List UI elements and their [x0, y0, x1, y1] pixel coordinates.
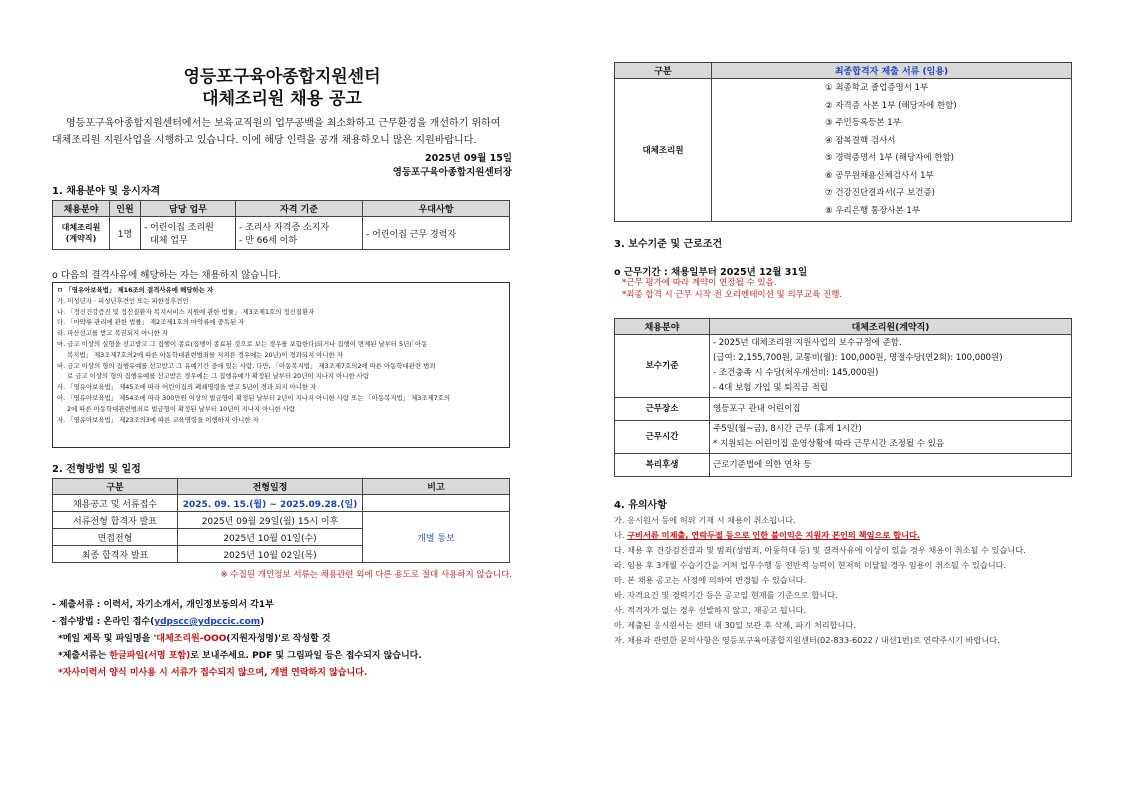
list-item: 라. 임용 후 3개월 수습기간을 거쳐 업무수행 등 전반적 능력이 현저히 미달될 경우 임용이 취소될 수 있습니다. [614, 560, 1007, 570]
cell-remark [363, 495, 510, 512]
list-item: 바. 자격요건 및 경력기간 등은 공고일 현재를 기준으로 합니다. [614, 590, 838, 600]
pay-line: - 2025년 대체조리원 지원사업의 보수규정에 준함. [713, 338, 902, 348]
section1-title: 1. 채용분야 및 응시자격 [52, 186, 161, 197]
list-item: ⑤ 경력증명서 1부 (해당자에 한함) [825, 153, 955, 163]
list-item: 로 금고 이상의 형의 집행유예를 선고받은 경우에는 그 집행유예가 확정된 날부터 20년이 지나지 아니한 사람 [67, 372, 370, 381]
cell-place: 영등포구 관내 어린이집 [710, 398, 1072, 421]
list-item: 마. 금고 이상의 실형을 선고받고 그 집행이 종료(집행이 종료된 것으로 보는 경우를 포함한다)되거나 집행이 면제된 날부터 5년(「아동 [57, 339, 428, 348]
list-item: 사. 적격자가 없는 경우 선발하지 않고, 재공고 됩니다. [614, 605, 807, 615]
cell-welfare-label: 복리후생 [615, 454, 710, 477]
duty-line: - 어린이집 조리원 [144, 223, 214, 233]
th-field: 채용분야 [615, 319, 710, 335]
list-item: 마. 본 채용 공고는 사정에 의하여 변경될 수 있습니다. [614, 575, 807, 585]
cell-stage: 최종 합격자 발표 [53, 546, 178, 563]
list-item: 라. 파산선고를 받고 복권되지 아니한 자 [57, 329, 168, 338]
signer: 영등포구육아종합지원센터장 [392, 167, 512, 178]
list-item: ⑧ 우리은행 통장사본 1부 [825, 205, 921, 216]
org-title: 영등포구육아종합지원센터 [183, 67, 381, 87]
cell-field: 대체조리원 (계약직) [53, 217, 110, 250]
orientation-note: *최종 합격 시 근무 시작 전 오리엔테이션 및 의무교육 진행. [622, 290, 843, 300]
list-item: 다. 채용 후 건강검진결과 및 범죄(성범죄, 아동학대 등) 및 결격사유에 이상이 있을 경우 채용이 취소될 수 있습니다. [614, 545, 1026, 555]
list-item: 바. 금고 이상의 형의 집행유예를 선고받고 그 유예기간 중에 있는 사람. 다만, 「아동복지법」 제3조제7호의2에 따른 아동학대관련 범죄 [57, 361, 436, 370]
submit-docs: - 제출서류 : 이력서, 자기소개서, 개인정보동의서 각1부 [52, 600, 274, 610]
table-row [53, 512, 510, 529]
hours-line: * 지원되는 어린이집 운영상황에 따라 근무시간 조정될 수 있음 [713, 439, 945, 449]
cell-pay [710, 335, 1072, 398]
cell-pref: - 어린이집 근무 경력자 [363, 217, 510, 250]
announce-date: 2025년 09월 15일 [424, 153, 512, 164]
pay-line: (급여: 2,155,700원, 교통비(월): 100,000원, 명절수당(연2회): 100,000원) [713, 353, 1003, 363]
cell-schedule: 2025. 09. 15.(월) ~ 2025.09.28.(일) [178, 495, 363, 512]
final-docs-table [614, 62, 1072, 222]
mail-red: 대체조리원-OOO [156, 634, 227, 644]
disqualification-note: o 다음의 결격사유에 해당하는 자는 채용하지 않습니다. [52, 270, 281, 281]
list-item [614, 530, 1074, 541]
mail-prefix: *메일 제목 및 파일명을 ' [58, 634, 157, 644]
cell-stage: 서류전형 합격자 발표 [53, 512, 178, 529]
cell-stage: 면접전형 [53, 529, 178, 546]
cell-duty [141, 217, 236, 250]
list-item: 복지법」 제3조제7호의2에 따른 아동학대관련범죄를 저지른 경우에는 20년)이 경과되지 아니한 자 [67, 350, 343, 359]
conditions-table [614, 318, 1072, 477]
section2-title: 2. 전형방법 및 일정 [52, 464, 141, 475]
method-suffix: ) [260, 617, 265, 627]
th-category: 구분 [615, 63, 712, 79]
th-count: 인원 [110, 201, 141, 217]
work-period: o 근무기간 : 채용일부터 2025년 12월 31일 [614, 267, 808, 278]
docs-list [712, 79, 1072, 222]
schedule-table [52, 478, 510, 563]
th-pref: 우대사항 [363, 201, 510, 217]
list-item: 나. 「정신건강증진 및 정신질환자 복지서비스 지원에 관한 법률」 제3조제1호의 정신질환자 [57, 307, 315, 316]
mail-suffix: (지원자성명)'로 작성할 것 [226, 634, 331, 644]
list-item: 다. 「마약류 관리에 관한 법률」 제2조제1호의 마약류에 중독된 자 [57, 318, 245, 327]
cell-place-label: 근무장소 [615, 398, 710, 421]
list-item: ④ 잠복결핵 검사서 [825, 135, 896, 146]
pay-line: - 조건충족 시 수당(처우개선비: 145,000원) [713, 368, 879, 378]
table-row [53, 217, 510, 250]
th-schedule: 전형일정 [178, 479, 363, 495]
qual-line: - 조리사 자격증 소지자 [239, 223, 330, 233]
cell-pay-label: 보수기준 [615, 335, 710, 398]
section3-title: 3. 보수기준 및 근로조건 [614, 239, 723, 250]
cell-count: 1명 [110, 217, 141, 250]
table-row [615, 335, 1072, 398]
item-prefix: 나. [614, 530, 628, 540]
file-red: 한글파일(서명 포함) [109, 651, 191, 661]
th-remark: 비고 [363, 479, 510, 495]
list-item: 가. 응시원서 등에 허위 기재 시 채용이 취소됩니다. [614, 515, 796, 525]
list-item: 2에 따른 아동학대관련범죄로 벌금형이 확정된 날부터 10년이 지나지 아니한 사람 [67, 404, 296, 413]
list-item: ③ 주민등록등본 1부 [825, 118, 901, 128]
cell-hours-label: 근무시간 [615, 421, 710, 454]
disqualification-box [52, 282, 510, 448]
th-duty: 담당 업무 [141, 201, 236, 217]
intro-line: 영등포구육아종합지원센터에서는 보육교직원의 업무공백을 최소화하고 근무환경을 개선하기 위하여 [66, 118, 501, 129]
disq-head: ㅁ 「영유아보육법」 제16조의 결격사유에 해당하는 자 [57, 286, 214, 294]
cell-schedule: 2025년 09월 29일(월) 15시 이후 [178, 512, 363, 529]
list-item: ② 자격증 사본 1부 (해당자에 한함) [825, 100, 957, 111]
section4-title: 4. 유의사항 [614, 500, 667, 511]
intro-text [52, 115, 512, 149]
privacy-note: ※ 수집된 개인정보 서류는 채용관련 외에 다른 용도로 절대 사용하지 않습니다. [220, 570, 512, 580]
pay-line: - 4대 보험 가입 및 퇴직금 적립 [713, 383, 829, 393]
list-item: 사. 「영유아보육법」 제45조에 따라 어린이집의 폐쇄명령을 받고 5년이 경과 되지 아니한 자 [57, 383, 317, 392]
duty-line: 대체 업무 [150, 236, 188, 246]
table-row [53, 495, 510, 512]
table-row [615, 79, 1072, 222]
list-item: 아. 「영유아보육법」 제54조에 따라 300만원 이상의 벌금형이 확정된 날부터 2년이 지나지 아니한 사람 또는 「아동복지법」 제3조제7호의 [57, 393, 451, 402]
cell-schedule: 2025년 10월 02일(목) [178, 546, 363, 563]
table-row [615, 454, 1072, 477]
list-item: 자. 「영유아보육법」 제23조의3에 따른 교육명령을 이행하지 아니한 자 [57, 415, 259, 424]
hours-line: 주5일(월~금), 8시간 근무 (휴게 1시간) [713, 424, 862, 434]
list-item: 가. 미성년자 · 피성년후견인 또는 피한정후견인 [57, 296, 189, 305]
table-row [615, 398, 1072, 421]
extension-note: *근무 평가에 따라 계약이 연장될 수 있음. [622, 278, 777, 288]
th-final-docs: 최종합격자 제출 서류 (임용) [712, 63, 1072, 79]
email-link[interactable]: ydpscc@ydpccic.com [154, 617, 261, 627]
table-row [615, 421, 1072, 454]
file-prefix: *제출서류는 [58, 651, 110, 661]
method-label: - 접수방법 : 온라인 접수( [52, 617, 155, 627]
th-position: 대체조리원(계약직) [710, 319, 1072, 335]
list-item: 아. 제출된 응시원서는 센터 내 30일 보관 후 삭제, 파기 처리합니다. [614, 620, 856, 630]
cell-schedule: 2025년 10월 01일(수) [178, 529, 363, 546]
cell-welfare: 근로기준법에 의한 연차 등 [710, 454, 1072, 477]
cell-stage: 채용공고 및 서류접수 [53, 495, 178, 512]
qual-line: - 만 66세 이하 [239, 236, 298, 246]
form-warning: *자사이력서 양식 미사용 시 서류가 접수되지 않으며, 개별 연락하지 않습니다. [58, 668, 368, 678]
submit-method [52, 614, 264, 627]
responsibility-warning: 구비서류 미제출, 연락두절 등으로 인한 불이익은 지원자 본인의 책임으로 합니다. [627, 530, 921, 540]
cell-hours [710, 421, 1072, 454]
list-item: 자. 채용과 관련한 문의사항은 영등포구육아종합지원센터(02-833-6022 / 내선1번)로 연락주시기 바랍니다. [614, 635, 1000, 645]
intro-line: 대체조리원 지원사업을 시행하고 있습니다. 이에 해당 인력을 공개 채용하오니 많은 지원바랍니다. [52, 135, 477, 146]
qualification-table [52, 200, 510, 250]
th-field: 채용분야 [53, 201, 110, 217]
list-item: ⑦ 건강진단결과서(구 보건증) [825, 188, 935, 198]
cell-field: 대체조리원 [615, 79, 712, 222]
th-qual: 자격 기준 [236, 201, 363, 217]
cell-remark: 개별 통보 [363, 512, 510, 563]
doc-title: 대체조리원 채용 공고 [202, 89, 362, 109]
th-stage: 구분 [53, 479, 178, 495]
file-suffix: 로 보내주세요. PDF 및 그림파일 등은 접수되지 않습니다. [190, 651, 422, 661]
list-item: ⑥ 공무원채용신체검사서 1부 [825, 170, 934, 181]
mail-subject-rule [52, 631, 331, 644]
cell-qual [236, 217, 363, 250]
file-format-rule [52, 648, 422, 661]
list-item: ① 최종학교 졸업증명서 1부 [825, 83, 929, 93]
